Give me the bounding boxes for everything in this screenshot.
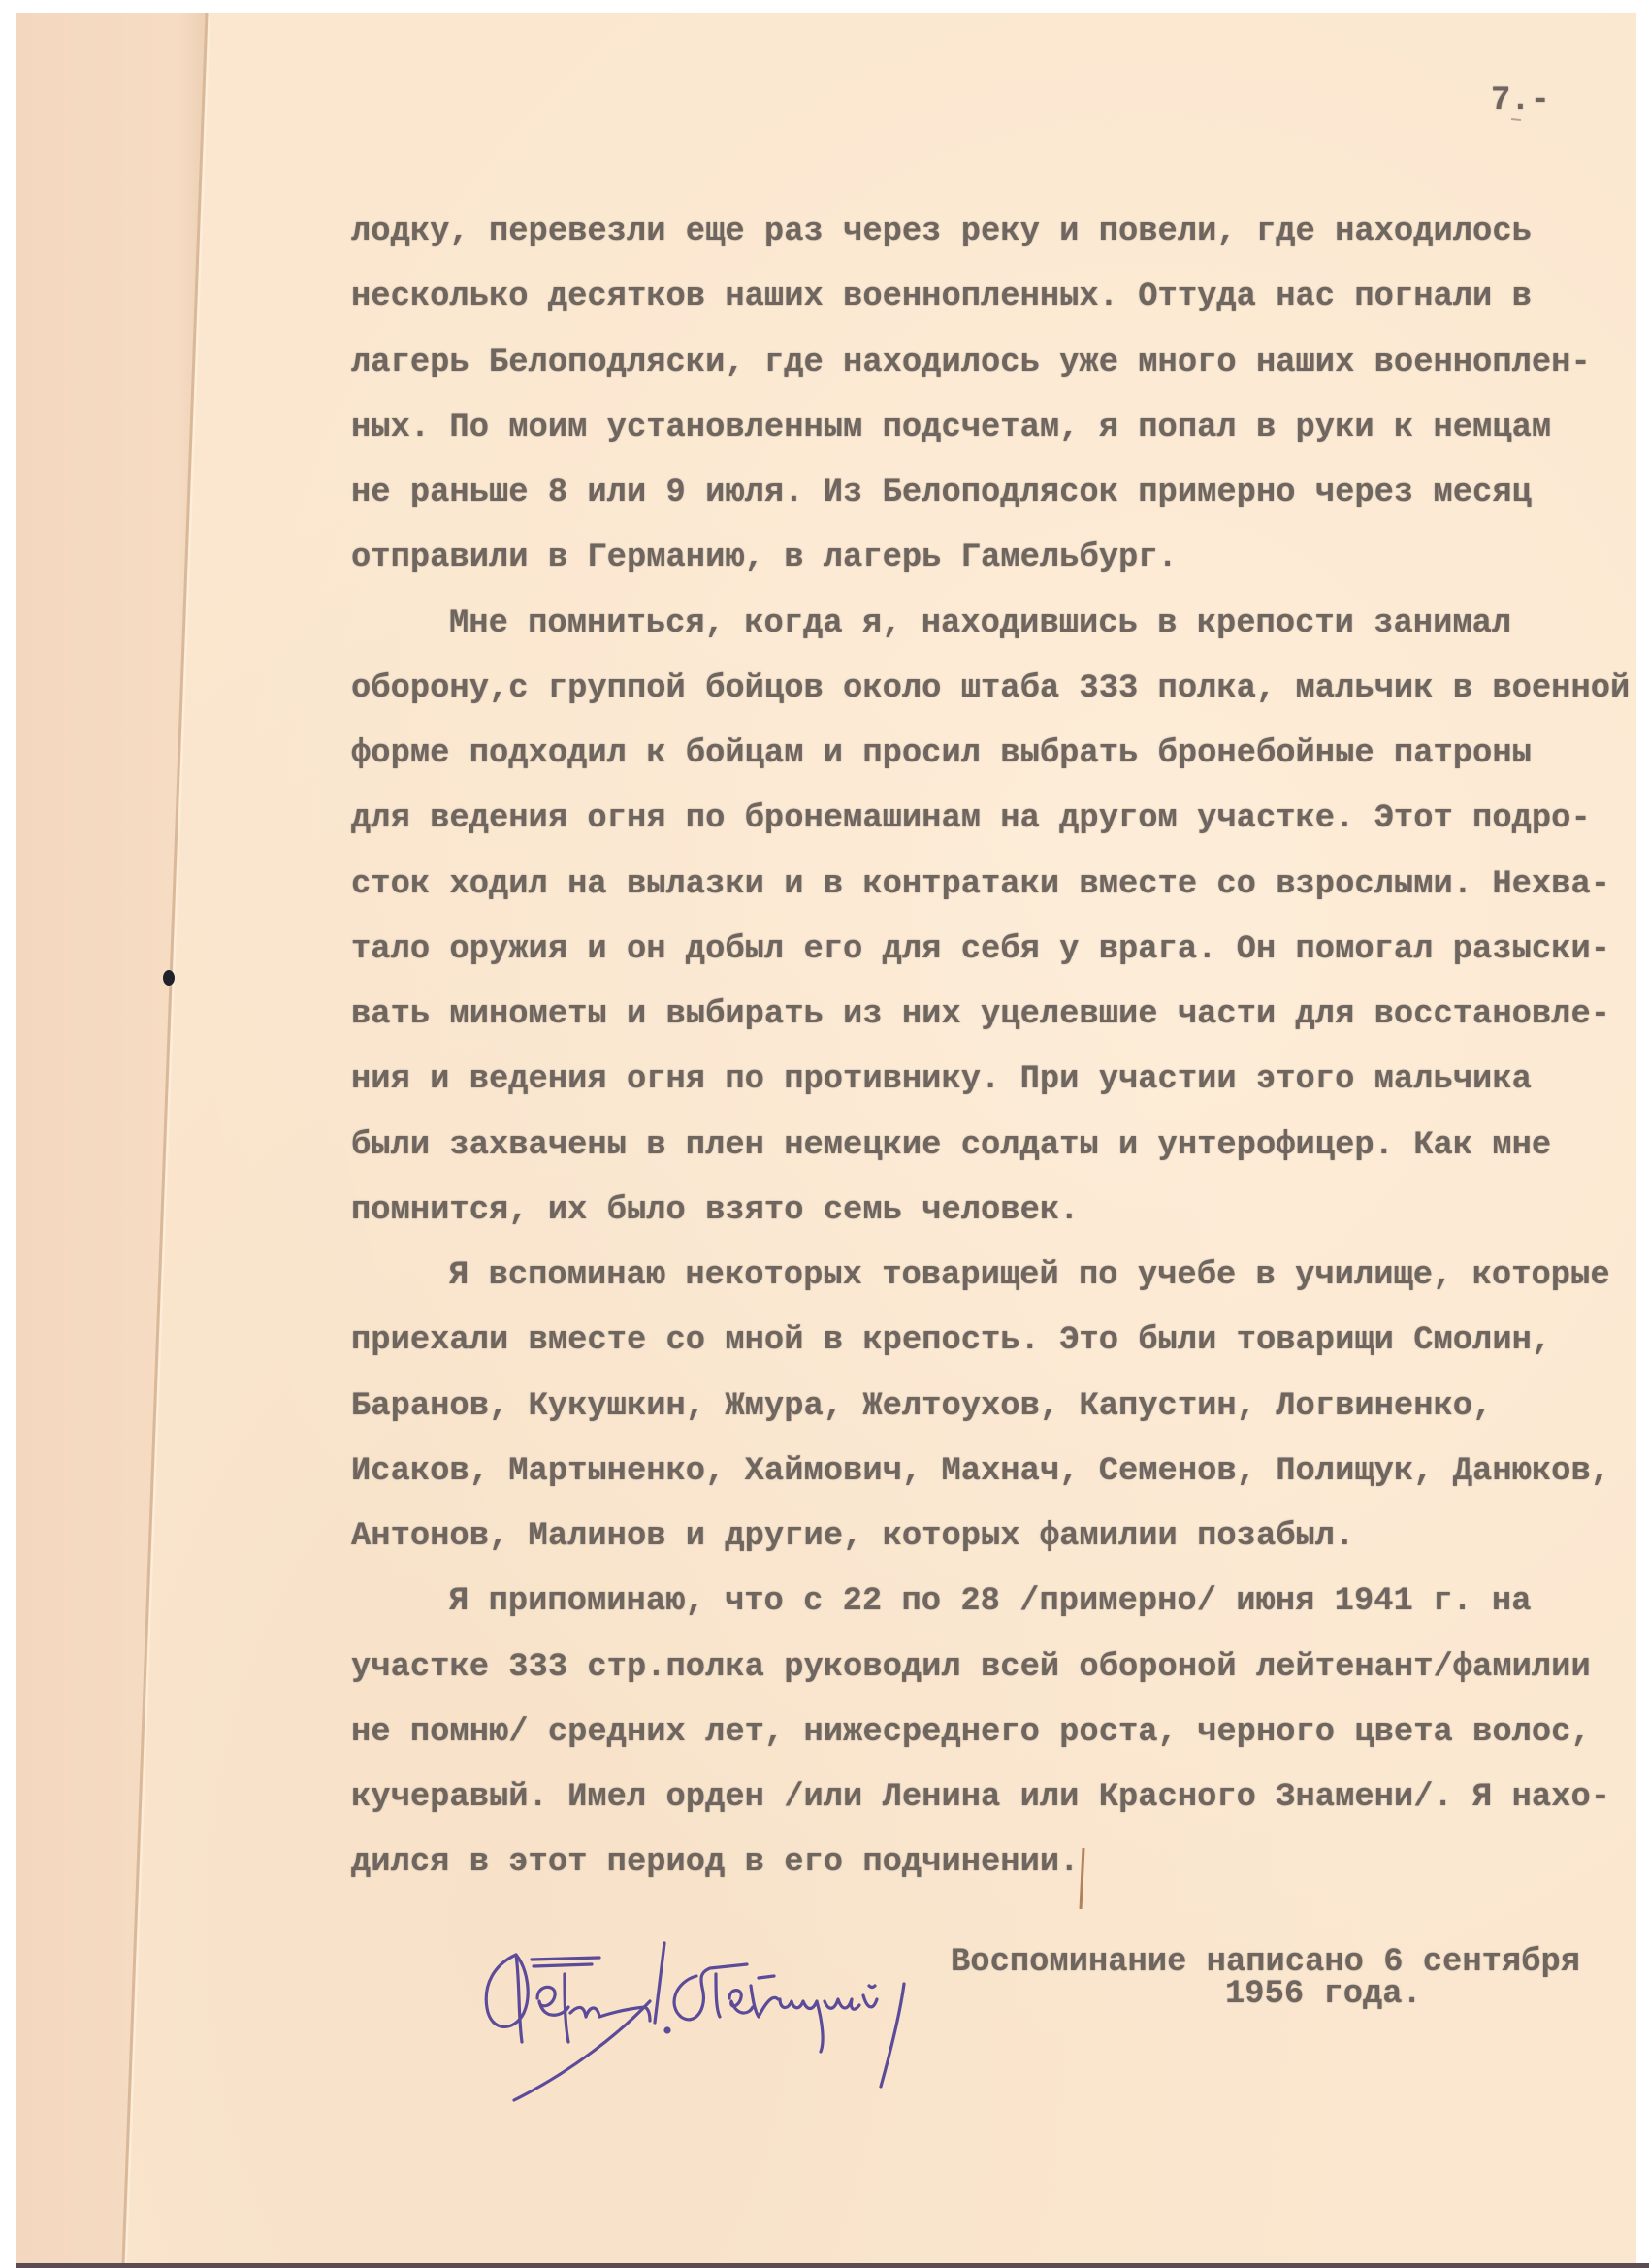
text-line: Я вспоминаю некоторых товарищей по учебе в училище, которые bbox=[449, 1256, 1610, 1295]
fold-strip bbox=[16, 13, 207, 2263]
text-line: несколько десятков наших военнопленных. Оттуда нас погнали в bbox=[351, 277, 1532, 316]
text-line: сток ходил на вылазки и в контратаки вместе со взрослыми. Нехва- bbox=[351, 865, 1611, 903]
text-line: оборону,с группой бойцов около штаба 333 полка, мальчик в военной bbox=[351, 669, 1631, 708]
closing-date-line-2: 1956 года. bbox=[1225, 1975, 1422, 2014]
text-line: вать минометы и выбирать из них уцелевшие части для восстановле- bbox=[351, 995, 1611, 1034]
text-line: для ведения огня по бронемашинам на другом участке. Этот подро- bbox=[351, 799, 1591, 838]
text-line: ния и ведения огня по противнику. При участии этого мальчика bbox=[351, 1060, 1532, 1099]
text-line: лодку, перевезли еще раз через реку и повели, где находилось bbox=[351, 212, 1532, 251]
text-line: Мне помниться, когда я, находившись в крепости занимал bbox=[449, 604, 1512, 642]
text-line: лагерь Белоподляски, где находилось уже много наших военноплен- bbox=[351, 343, 1591, 381]
text-line: не раньше 8 или 9 июля. Из Белоподлясок примерно через месяц bbox=[351, 473, 1532, 512]
text-line: приехали вместе со мной в крепость. Это были товарищи Смолин, bbox=[351, 1321, 1552, 1360]
text-line: не помню/ средних лет, нижесреднего роста, черного цвета волос, bbox=[351, 1713, 1591, 1752]
text-line: ных. По моим установленным подсчетам, я попал в руки к немцам bbox=[351, 408, 1552, 447]
text-line: кучеравый. Имел орден /или Ленина или Красного Знамени/. Я нахо- bbox=[351, 1778, 1611, 1817]
text-line: Баранов, Кукушкин, Жмура, Желтоухов, Капустин, Логвиненко, bbox=[351, 1387, 1493, 1425]
text-line: дился в этот период в его подчинении. bbox=[351, 1843, 1080, 1882]
text-line: помнится, их было взято семь человек. bbox=[351, 1191, 1080, 1230]
page-number: 7.- bbox=[1491, 82, 1550, 119]
text-line: Антонов, Малинов и другие, которых фамилии позабыл. bbox=[351, 1517, 1355, 1556]
ink-spot bbox=[163, 970, 175, 986]
text-line: тало оружия и он добыл его для себя у врага. Он помогал разыски- bbox=[351, 930, 1611, 969]
text-line: Исаков, Мартыненко, Хаймович, Махнач, Семенов, Полищук, Данюков, bbox=[351, 1452, 1611, 1491]
scan-bottom-edge bbox=[16, 2263, 1649, 2268]
text-line: Я припоминаю, что с 22 по 28 /примерно/ июня 1941 г. на bbox=[449, 1582, 1532, 1621]
text-line: участке 333 стр.полка руководил всей обороной лейтенант/фамилии bbox=[351, 1648, 1591, 1686]
signature bbox=[456, 1916, 999, 2129]
text-line: были захвачены в плен немецкие солдаты и унтерофицер. Как мне bbox=[351, 1126, 1552, 1164]
closing-date-line-1: Воспоминание написано 6 сентября bbox=[951, 1943, 1581, 1982]
text-line: отправили в Германию, в лагерь Гамельбург. bbox=[351, 538, 1178, 577]
pencil-mark bbox=[1081, 1848, 1083, 1909]
text-line: форме подходил к бойцам и просил выбрать бронебойные патроны bbox=[351, 734, 1532, 773]
